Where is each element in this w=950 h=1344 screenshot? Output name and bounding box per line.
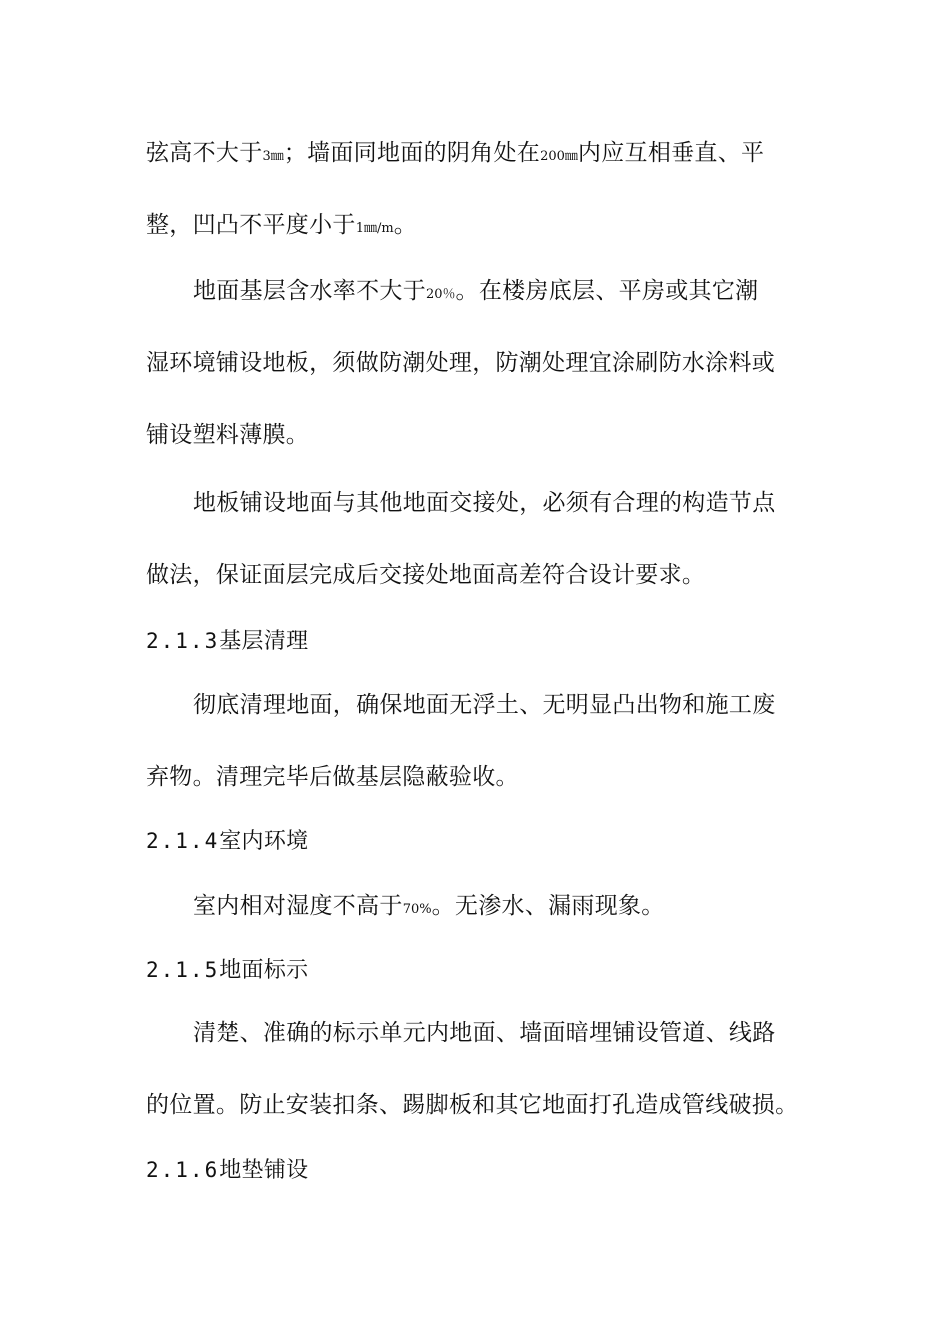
section-2-1-5-line-2: 的位置。防止安装扣条、踢脚板和其它地面打孔造成管线破损。 xyxy=(146,1092,799,1118)
text-fragment: 。在楼房底层、平房或其它潮 xyxy=(455,278,759,304)
text-fragment: 室内相对湿度不高于 xyxy=(193,893,403,919)
section-title: 地面标示 xyxy=(219,958,309,983)
section-number: 2.1.4 xyxy=(146,829,220,853)
section-2-1-5-line-1: 清楚、准确的标示单元内地面、墙面暗埋铺设管道、线路 xyxy=(193,1020,776,1046)
section-2-1-3-line-1: 彻底清理地面，确保地面无浮土、无明显凸出物和施工废 xyxy=(193,692,776,718)
section-heading-2-1-6 xyxy=(146,1155,806,1186)
paragraph-3-line-2: 做法，保证面层完成后交接处地面高差符合设计要求。 xyxy=(146,562,706,588)
measurement-value: 3㎜ xyxy=(262,149,284,164)
section-title: 室内环境 xyxy=(219,829,309,854)
section-heading-2-1-3 xyxy=(146,626,806,657)
paragraph-1-line-1 xyxy=(146,138,806,172)
section-heading-2-1-5 xyxy=(146,955,806,986)
text-fragment: 。无渗水、漏雨现象。 xyxy=(431,893,665,919)
section-number: 2.1.6 xyxy=(146,1158,220,1182)
text-fragment: 整，凹凸不平度小于 xyxy=(146,212,356,238)
paragraph-2-line-2: 湿环境铺设地板，须做防潮处理，防潮处理宜涂刷防水涂料或 xyxy=(146,350,776,376)
paragraph-1-line-2 xyxy=(146,210,806,244)
text-fragment: 地面基层含水率不大于 xyxy=(193,278,426,304)
measurement-value: 1㎜/m xyxy=(355,221,394,236)
measurement-value: 200㎜ xyxy=(540,149,578,164)
section-2-1-3-line-2: 弃物。清理完毕后做基层隐蔽验收。 xyxy=(146,764,519,790)
section-heading-2-1-4 xyxy=(146,826,806,857)
section-title: 基层清理 xyxy=(219,629,309,654)
section-title: 地垫铺设 xyxy=(219,1158,309,1183)
text-fragment: 内应互相垂直、平 xyxy=(577,140,765,166)
paragraph-3-line-1: 地板铺设地面与其他地面交接处，必须有合理的构造节点 xyxy=(193,490,776,516)
text-fragment: 。 xyxy=(393,212,417,238)
text-fragment: 弦高不大于 xyxy=(146,140,263,166)
section-2-1-4-line-1 xyxy=(193,891,806,925)
paragraph-2-line-1 xyxy=(193,276,806,310)
measurement-value: 70% xyxy=(402,902,432,917)
section-number: 2.1.3 xyxy=(146,629,220,653)
measurement-value: 20％ xyxy=(426,287,456,302)
text-fragment: ；墙面同地面的阴角处在 xyxy=(283,140,541,166)
section-number: 2.1.5 xyxy=(146,958,220,982)
paragraph-2-line-3: 铺设塑料薄膜。 xyxy=(146,422,310,448)
